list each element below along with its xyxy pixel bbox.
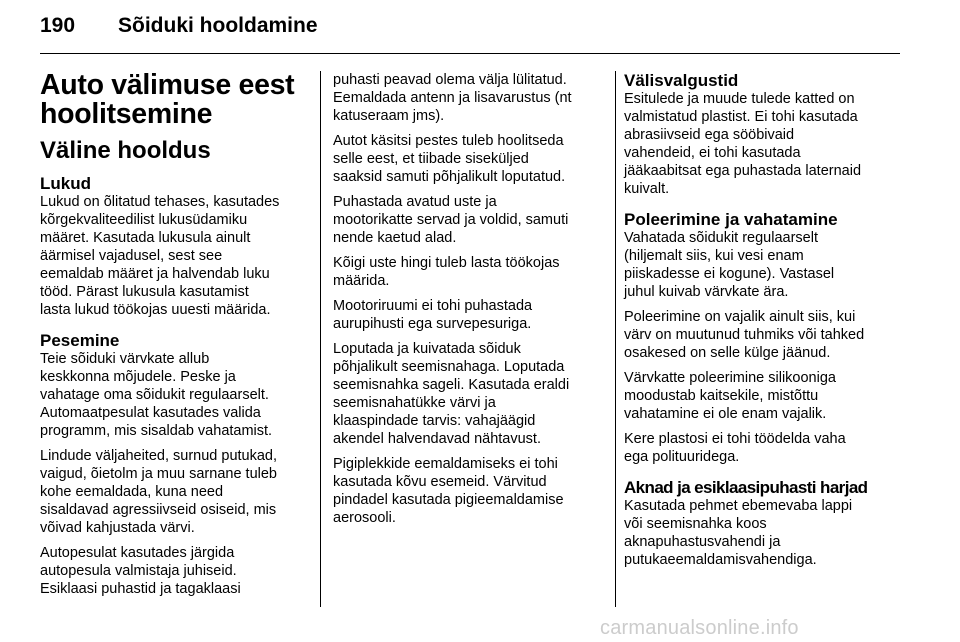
column-1 bbox=[40, 71, 310, 605]
subsection-aknad-heading: Aknad ja esiklaasipuhasti harjad bbox=[624, 478, 868, 497]
header-rule bbox=[40, 53, 900, 54]
lukud-paragraph: Lukud on õlitatud tehases, kasutades kõrgekvaliteedilist lukusüdamiku määret. Kasutada lukusula ainult äärmisel vajadusel, sest see eemaldab määret ja halvendab luku tööd. Pärast lukusula kasutamist lasta lukud töökojas uuesti määrida. bbox=[40, 194, 280, 318]
subsection-pesemine-heading: Pesemine bbox=[40, 331, 120, 350]
subsection-lukud-heading: Lukud bbox=[40, 174, 91, 193]
col2-paragraph-6: Loputada ja kuivatada sõiduk põhjalikult seemisnahaga. Loputada seemisnahka sageli. Kasutada eraldi seemisnahatükke värvi ja klaaspindade tarvis: vahajäägid akendel halvendavad nähtavust. bbox=[333, 341, 570, 447]
col2-paragraph-5: Mootoriruumi ei tohi puhastada aurupihusti ega survepesuriga. bbox=[333, 298, 533, 332]
valisvalgustid-paragraph: Esitulede ja muude tulede katted on valmistatud plastist. Ei tohi kasutada abrasiivseid ega sööbivaid vahendeid, ei tohi kasutada jääkaabitsat ega puhastada laternaid kuivalt. bbox=[624, 91, 862, 197]
page-number: 190 bbox=[40, 14, 76, 37]
chapter-title: Sõiduki hooldamine bbox=[118, 14, 318, 37]
pesemine-paragraph-3: Autopesulat kasutades järgida autopesula valmistaja juhiseid. Esiklaasi puhastid ja tagaklaasi bbox=[40, 545, 241, 597]
column-divider-1 bbox=[320, 71, 321, 607]
subsection-poleerimine-heading: Poleerimine ja vahatamine bbox=[624, 210, 838, 229]
aknad-paragraph: Kasutada pehmet ebemevaba lappi või seemisnahka koos aknapuhastusvahendi ja putukaeemaldamisvahendiga. bbox=[624, 498, 853, 568]
poleerimine-paragraph-3: Värvkatte poleerimine silikooniga moodustab kaitsekile, mistõttu vahatamine ei ole enam vajalik. bbox=[624, 370, 836, 422]
poleerimine-paragraph-1: Vahatada sõidukit regulaarselt (hiljemalt siis, kui vesi enam piiskadesse ei kogune). Vastasel juhul kuivab värvkate ära. bbox=[624, 230, 835, 300]
col2-paragraph-2: Autot käsitsi pestes tuleb hoolitseda selle eest, et tiibade siseküljed saaksid samuti põhjalikult loputatud. bbox=[333, 133, 566, 185]
column-divider-2 bbox=[615, 71, 616, 607]
watermark: carmanualsonline.info bbox=[600, 617, 799, 639]
col2-paragraph-4: Kõigi uste hingi tuleb lasta töökojas määrida. bbox=[333, 255, 560, 289]
section-title: Väline hooldus bbox=[40, 137, 211, 164]
pesemine-paragraph-1: Teie sõiduki värvkate allub keskkonna mõjudele. Peske ja vahatage oma sõidukit regulaarselt. Automaatpesulat kasutades valida programm, mis sisaldab vahatamist. bbox=[40, 351, 273, 439]
column-2 bbox=[333, 71, 606, 534]
subsection-valisvalgustid-heading: Välisvalgustid bbox=[624, 71, 739, 90]
col2-paragraph-1: puhasti peavad olema välja lülitatud. Eemaldada antenn ja lisavarustus (nt katuseraam jms). bbox=[333, 72, 572, 124]
main-title: Auto välimuse eest hoolitsemine bbox=[40, 69, 295, 130]
col2-paragraph-7: Pigiplekkide eemaldamiseks ei tohi kasutada kõvu esemeid. Värvitud pindadel kasutada pigieemaldamise aerosooli. bbox=[333, 456, 564, 526]
column-3 bbox=[624, 71, 914, 576]
col2-paragraph-3: Puhastada avatud uste ja mootorikatte servad ja voldid, samuti nende kaetud alad. bbox=[333, 194, 569, 246]
poleerimine-paragraph-4: Kere plastosi ei tohi töödelda vaha ega polituuridega. bbox=[624, 431, 846, 465]
pesemine-paragraph-2: Lindude väljaheited, surnud putukad, vaigud, õietolm ja muu sarnane tuleb kohe eemaldada, kuna need sisaldavad agressiivseid osiseid, mis võivad kahjustada värvi. bbox=[40, 448, 278, 536]
poleerimine-paragraph-2: Poleerimine on vajalik ainult siis, kui värv on muutunud tuhmiks või tahked osakesed on selle külge jäänud. bbox=[624, 309, 865, 361]
